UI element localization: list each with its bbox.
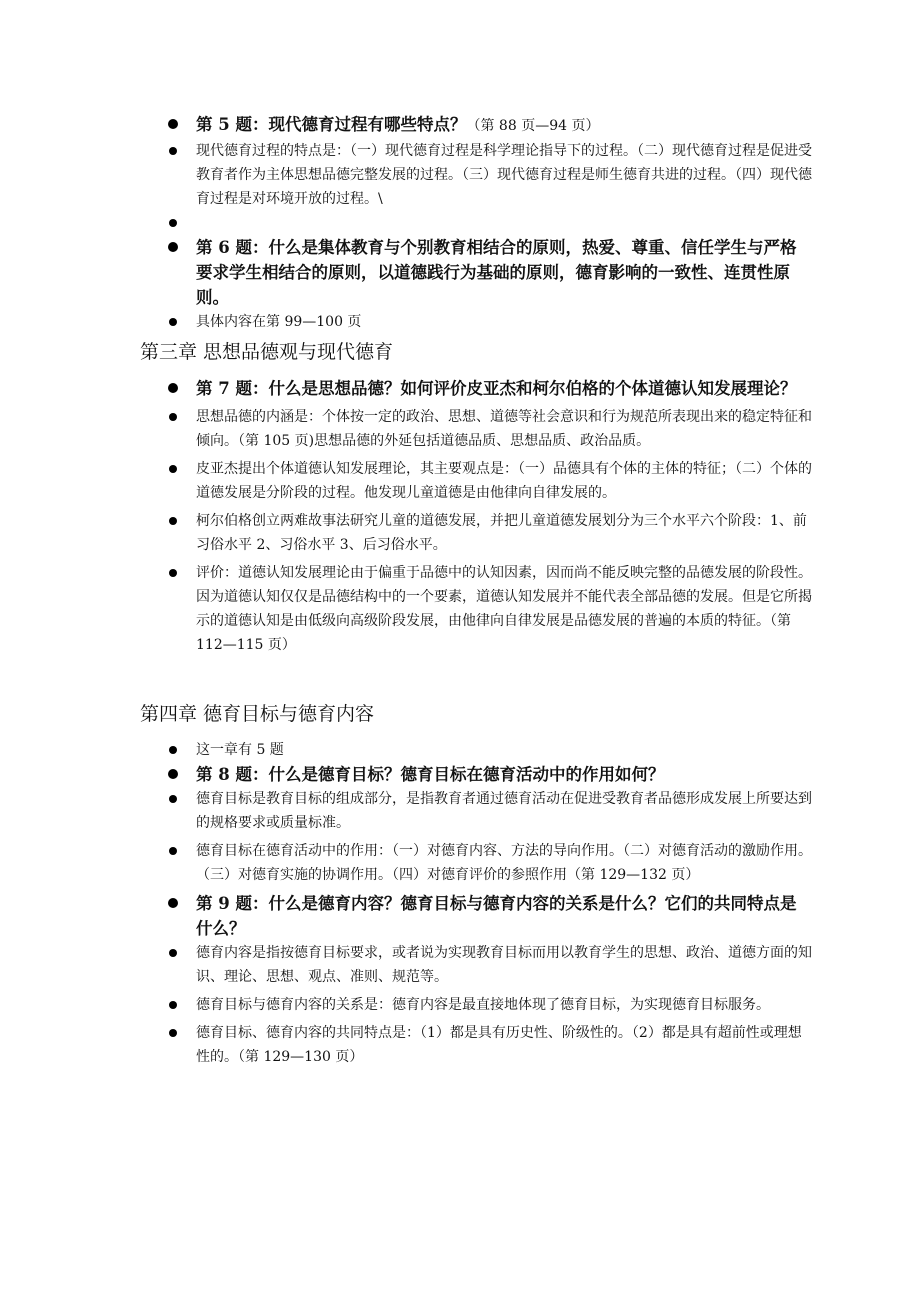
answer-item (166, 993, 812, 1017)
question-title: 第 6 题：什么是集体教育与个别教育相结合的原则，热爱、尊重、信任学生与严格要求学生相结合的原则，以道德践行为基础的原则，德育影响的一致性、连贯性原则。 (196, 238, 797, 307)
bullet-icon (169, 847, 177, 855)
chapter-4-heading: 第四章 德育目标与德育内容 (140, 703, 375, 725)
bullet-icon (169, 1001, 177, 1009)
answer-text: 德育内容是指按德育目标要求，或者说为实现教育目标而用以教育学生的思想、政治、道德方面的知识、理论、思想、观点、准则、规范等。 (196, 945, 812, 985)
bullet-icon (169, 569, 177, 577)
bullet-icon (169, 219, 177, 227)
section-1-list (0, 112, 812, 334)
answer-text: 德育目标在德育活动中的作用：（一）对德育内容、方法的导向作用。（二）对德育活动的激励作用。（三）对德育实施的协调作用。（四）对德育评价的参照作用（第 129—132 页） (196, 843, 812, 883)
answer-item (166, 1021, 812, 1069)
question-9 (166, 891, 812, 941)
answer-item (166, 941, 812, 989)
bullet-icon (169, 795, 177, 803)
answer-item (166, 310, 812, 334)
bullet-icon (169, 1029, 177, 1037)
answer-text: 德育目标、德育内容的共同特点是：（1）都是具有历史性、阶级性的。（2）都是具有超前性或理想性的。（第 129—130 页） (196, 1025, 802, 1065)
answer-item (166, 787, 812, 835)
bullet-icon (169, 318, 177, 326)
answer-text: 德育目标与德育内容的关系是：德育内容是最直接地体现了德育目标，为实现德育目标服务。 (196, 997, 770, 1013)
answer-text: 德育目标是教育目标的组成部分，是指教育者通过德育活动在促进受教育者品德形成发展上所要达到的规格要求或质量标准。 (196, 791, 812, 831)
answer-item (166, 509, 812, 557)
empty-item (166, 211, 812, 235)
section-3-list (0, 738, 812, 1069)
answer-item (166, 738, 812, 762)
section-2-list (0, 376, 812, 657)
answer-text: 皮亚杰提出个体道德认知发展理论，其主要观点是：（一）品德具有个体的主体的特征；（二）个体的道德发展是分阶段的过程。他发现儿童道德是由他律向自律发展的。 (196, 461, 812, 501)
bullet-icon (169, 517, 177, 525)
question-title: 第 9 题：什么是德育内容？德育目标与德育内容的关系是什么？它们的共同特点是什么？ (196, 894, 797, 938)
answer-text: 具体内容在第 99—100 页 (196, 314, 362, 330)
answer-text: 柯尔伯格创立两难故事法研究儿童的道德发展，并把儿童道德发展划分为三个水平六个阶段：1、前习俗水平 2、习俗水平 3、后习俗水平。 (196, 513, 807, 553)
question-7 (166, 376, 812, 401)
answer-item (166, 839, 812, 887)
question-title: 第 5 题：现代德育过程有哪些特点？ (196, 115, 467, 134)
question-title: 第 8 题：什么是德育目标？德育目标在德育活动中的作用如何？ (196, 765, 665, 784)
answer-text: 现代德育过程的特点是：（一）现代德育过程是科学理论指导下的过程。（二）现代德育过程是促进受教育者作为主体思想品德完整发展的过程。（三）现代德育过程是师生德育共进的过程。（四）现代德育过程是对环境开放的过程。\ (196, 143, 812, 207)
question-title: 第 7 题：什么是思想品德？如何评价皮亚杰和柯尔伯格的个体道德认知发展理论？ (196, 379, 797, 398)
bullet-icon (169, 949, 177, 957)
question-5 (166, 112, 812, 139)
bullet-icon (168, 383, 178, 393)
bullet-icon (168, 242, 178, 252)
question-6 (166, 235, 812, 310)
chapter-3-heading: 第三章 思想品德观与现代德育 (140, 341, 394, 363)
answer-text: 思想品德的内涵是：个体按一定的政治、思想、道德等社会意识和行为规范所表现出来的稳定特征和倾向。（第 105 页)思想品德的外延包括道德品质、思想品质、政治品质。 (196, 409, 812, 449)
answer-text: 这一章有 5 题 (196, 742, 284, 758)
answer-item (166, 139, 812, 211)
bullet-icon (169, 465, 177, 473)
bullet-icon (169, 746, 177, 754)
answer-item (166, 561, 812, 657)
question-8 (166, 762, 812, 787)
answer-item (166, 405, 812, 453)
answer-text: 评价：道德认知发展理论由于偏重于品德中的认知因素，因而尚不能反映完整的品德发展的阶段性。因为道德认知仅仅是品德结构中的一个要素，道德认知发展并不能代表全部品德的发展。但是它所揭示的道德认知是由低级向高级阶段发展，由他律向自律发展是品德发展的普遍的本质的特征。（第 112—115 页） (196, 565, 812, 653)
bullet-icon (169, 147, 177, 155)
answer-item (166, 457, 812, 505)
bullet-icon (169, 413, 177, 421)
bullet-icon (168, 119, 178, 129)
page-reference: （第 88 页—94 页） (466, 118, 600, 134)
bullet-icon (168, 898, 178, 908)
bullet-icon (168, 769, 178, 779)
